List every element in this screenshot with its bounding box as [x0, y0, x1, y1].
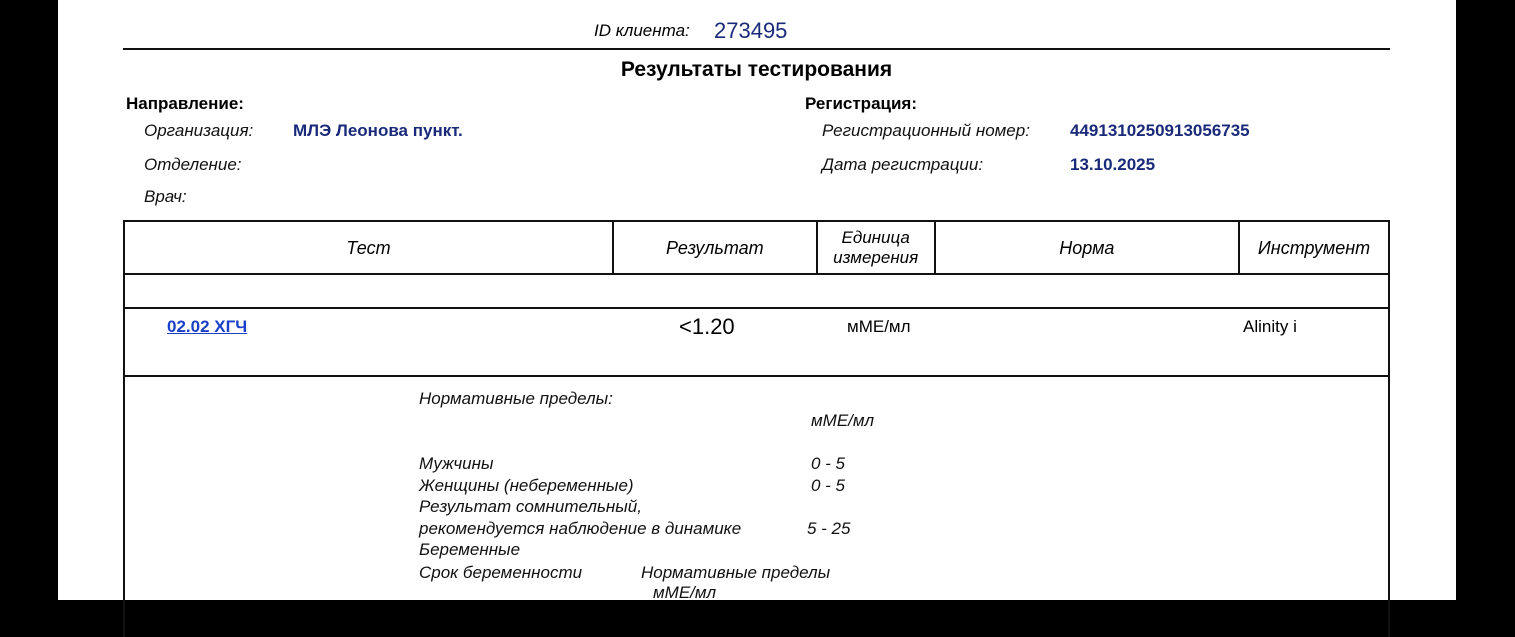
- reference-item-range: 0 - 5: [811, 476, 846, 495]
- reference-row: [124, 376, 1389, 637]
- client-id-value: 273495: [714, 18, 788, 43]
- registration-number-value: 4491310250913056735: [1070, 121, 1250, 140]
- reference-heading: Нормативные пределы:: [419, 389, 613, 408]
- reference-item-label: Результат сомнительный,: [419, 497, 642, 516]
- pregnancy-term-label: Срок беременности: [419, 563, 583, 582]
- header-divider: [123, 48, 1390, 50]
- results-table: [123, 220, 1390, 637]
- table-header-row: [124, 221, 1389, 274]
- column-header-unit: [817, 221, 935, 274]
- reference-item-label: Беременные: [419, 540, 521, 559]
- registration-date-value: 13.10.2025: [1070, 155, 1156, 174]
- organization-value: МЛЭ Леонова пункт.: [293, 121, 463, 140]
- column-header-instrument: Инструмент: [1239, 221, 1389, 274]
- organization-label: Организация:: [144, 121, 254, 140]
- doctor-label: Врач:: [144, 187, 187, 206]
- page-title: Результаты тестирования: [620, 58, 893, 81]
- reference-item-label: Мужчины: [419, 454, 494, 473]
- reference-item-range: 0 - 5: [811, 454, 846, 473]
- column-header-result: Результат: [613, 221, 817, 274]
- reference-item-label: Женщины (небеременные): [419, 476, 634, 495]
- department-label: Отделение:: [144, 155, 242, 174]
- registration-date-label: Дата регистрации:: [822, 155, 984, 174]
- table-row: [124, 308, 1389, 376]
- column-header-unit-label: Единица измерения: [833, 227, 919, 267]
- instrument-value: Alinity i: [1243, 317, 1297, 336]
- result-row-cell: [124, 308, 1389, 376]
- column-header-norm: Норма: [935, 221, 1239, 274]
- registration-heading: Регистрация:: [805, 94, 918, 113]
- spacer-cell: [124, 274, 1389, 308]
- document-page: [58, 0, 1456, 600]
- reference-item-range: 5 - 25: [807, 519, 851, 538]
- reference-item-label: рекомендуется наблюдение в динамике: [419, 519, 742, 538]
- referral-heading: Направление:: [126, 94, 244, 113]
- registration-number-label: Регистрационный номер:: [822, 121, 1030, 140]
- column-header-test: Тест: [124, 221, 613, 274]
- pregnancy-unit: мМЕ/мл: [653, 583, 717, 602]
- spacer-row: [124, 274, 1389, 308]
- client-id-label: ID клиента:: [594, 21, 690, 40]
- reference-cell: [124, 376, 1389, 637]
- reference-unit: мМЕ/мл: [811, 411, 875, 430]
- pregnancy-limits-label: Нормативные пределы: [641, 563, 831, 582]
- unit-value: мМЕ/мл: [847, 317, 911, 336]
- test-link[interactable]: 02.02 ХГЧ: [167, 317, 248, 336]
- result-value: <1.20: [679, 314, 735, 339]
